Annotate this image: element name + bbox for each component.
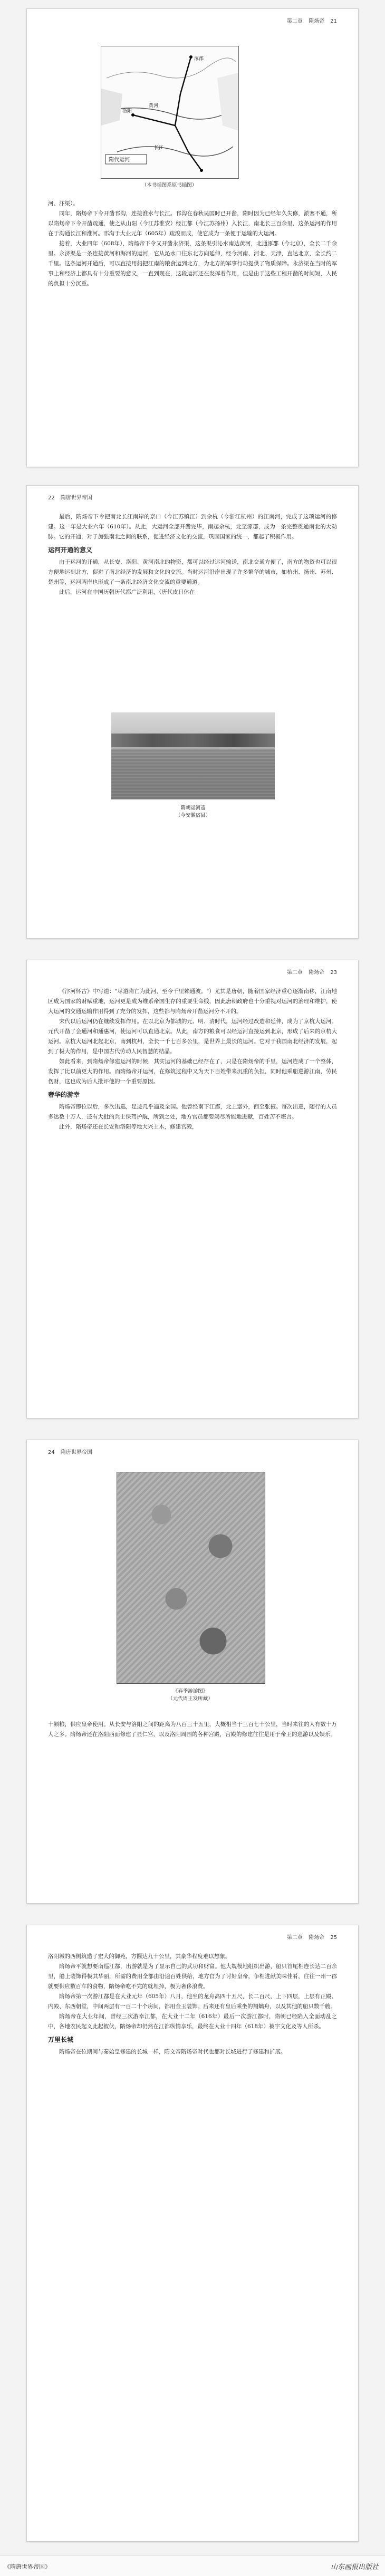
- header-chapter: 第二章: [286, 1935, 303, 1941]
- section-heading: 奢华的游幸: [48, 1091, 80, 1098]
- book-page-22: [26, 485, 359, 939]
- paragraph: 隋炀帝在大业年间，曾经三次游幸江都，在大业十二年（616年）最后一次游江都时，隋朝已经陷入全面动乱之中，各地农民起义此起彼伏，隋炀帝却仍然在江都纵情享乐，最终在大业十四年（618年）被宇文化及等人所杀。: [48, 2013, 337, 2030]
- section-heading: 万里长城: [48, 2036, 74, 2043]
- page-text: [48, 512, 337, 597]
- page-header: [48, 1933, 337, 1941]
- page-text: [48, 199, 337, 289]
- page-header: [48, 968, 337, 976]
- photo-caption-title: 隋朝运河遗: [180, 805, 206, 811]
- paragraph: 河、汴渠）。: [48, 200, 79, 207]
- page-header: [48, 1448, 337, 1455]
- spring-outing-painting: [117, 1472, 265, 1684]
- page-text: [48, 1952, 337, 2057]
- header-title: 隋唐世界帝国: [60, 495, 92, 501]
- paragraph: 最后，隋炀帝下令把南北长江南岸的京口（今江苏镇江）到余杭（今浙江杭州）的江南河，完成了这项运河的修建。这一年是大业六年（610年）。从此，大运河全部开凿完毕，南起余杭，北至涿郡，成为一条完整贯通南北的大动脉。它的开通，对于加强南北之间的联系，促进经济文化的交流，巩固国家的统一，都起了积极作用。: [48, 514, 337, 540]
- page-text: [48, 1720, 337, 1740]
- paragraph: 十顿粮，供应皇帝使用。从长安与洛阳之间的距离为八百三十五里，大概相当于三百七十公里，当时来往的人有数十万人之多。隋炀帝还在洛阳西面修建了显仁宫，以及洛阳周围的各种宫殿，宫殿的修建往往是用于帝王的巡游以及娱乐。: [48, 1721, 337, 1738]
- painting-caption-title: 《春季游游图》: [172, 1689, 208, 1694]
- paragraph: 此后，运河在中国历朝历代都广泛利用，（唐代皮日休在: [59, 589, 195, 595]
- photo-caption-sub: （今安徽宿县）: [175, 813, 211, 818]
- paragraph: 接着，大业四年（608年），隋炀帝下令又开凿永济渠，这条渠引沁水南达黄河，北通涿郡（今北京），全长二千余里。永济渠是一条连接黄河和海河的运河，它从沁水口往东北方向延伸，经今河南、河北、天津，直达北京，全长约二千里。这条运河开通后，可以直接用船把江南的粮食运到北方，为北方的军事行动提供了物质保障。永济渠在当时的军事上和经济上都具有十分重要的意义，一直到现在，这段运河还在发挥着作用，但是由于这些工程开凿的时间短，人民的负担十分沉重。: [48, 240, 337, 287]
- book-page-25: [26, 1925, 359, 2542]
- map-label-changjiang: 长江: [154, 146, 164, 151]
- paragraph: 如此看来，到隋炀帝修建运河的时候，其实运河的基础已经存在了，只是在隋炀帝的手里，运河连成了一个整体，发挥了比以前更大的作用。而隋炀帝开运河，在修筑过程中又为天下百姓带来沉重的负担，同时他乘船巡游江南，劳民伤财，这也成为后人批评他的一个重要原因。: [48, 1058, 337, 1085]
- paragraph: 同年，隋炀帝下令开凿邗沟，连接淮水与长江。邗沟在春秋吴国时已开凿，隋时因为已经年久失修，淤塞不通，所以隋炀帝下令开凿疏通，使之从山阳（今江苏淮安）经江都（今江苏扬州）入长江，南北长三百余里，这条运河的作用在于沟通长江和淮河。邗沟于大业元年（605年）疏浚而成，使它成为一条便于运输的大运河。: [48, 210, 337, 237]
- painting-caption: [117, 1688, 264, 1703]
- paragraph: 此外，隋炀帝还在长安和洛阳等地大兴土木，修建宫殿，: [59, 1124, 198, 1130]
- header-title: 隋炀帝: [309, 18, 325, 24]
- paragraph: 由于运河的开通，从长安、洛阳、黄河南北的物资，都可以经过运河输送，南北交通方便了，南方的物资也可以很方便地运到北方，促进了南北经济的发展和文化的交流。当时运河沿岸出现了许多繁华的城市，如杭州、扬州、苏州、楚州等，运河两岸也形成了一条南北经济文化交流的重要通道。: [48, 559, 337, 585]
- book-page-21: [26, 8, 359, 467]
- header-title: 隋炀帝: [309, 1935, 325, 1941]
- header-title: 隋炀帝: [309, 970, 325, 976]
- paragraph: 洛阳城的西侧筑造了宏大的御苑，方圆达九十公里，其豪华程度难以想象。: [48, 1953, 231, 1960]
- paragraph: 隋炀帝平就想要南巡江都，出游就是为了显示自己的武功和财富。他大规模地组织出游，船只首尾相连长达二百余里，船上装饰得极其华丽，所需的费用全部由沿途百姓供给，地方官为了讨好皇帝，争相进献美味佳肴，往往一州一郡就要供应数百车的食物，隋炀帝吃不完的就埋掉，极为奢侈浪费。: [48, 1963, 337, 1990]
- header-page-number: 22: [48, 495, 55, 501]
- paragraph: 宋代以后运河仍在继续发挥作用。在以北京为都城的元、明、清时代，运河经过改造和延伸，成为了京杭大运河。元代开凿了会通河和通惠河，使运河可以直通北京。从此，南方的粮食可以经运河直接运到北京，形成了后来的京杭大运河。京杭大运河北起北京，南到杭州，全长一千七百多公里，是世界上最长的运河。它对于我国南北经济的发展，起到了极大的作用，是中国古代劳动人民智慧的结晶。: [48, 1018, 337, 1055]
- page-text: [48, 987, 337, 1132]
- header-page-number: 23: [330, 970, 337, 976]
- canal-map-graphic: [101, 46, 238, 178]
- map-label-huanghe: 黄河: [149, 103, 159, 109]
- publisher-logo: 山东画报出版社: [330, 2563, 379, 2571]
- header-chapter: 第二章: [286, 18, 303, 24]
- paragraph: 隋炀帝即位以后，多次出巡，足迹几乎遍及全国。他曾经南下江都，北上塞外，西至张掖。每次出巡，随行的人员多达数十万人，还有大批的兵士保驾护航，所到之处，地方官员都要竭尽所能地进献，百姓苦不堪言。: [48, 1104, 337, 1120]
- page-header: [48, 493, 337, 501]
- header-page-number: 25: [330, 1935, 337, 1941]
- section-heading: 运河开通的意义: [48, 546, 93, 554]
- map-legend-label: 隋代运河: [109, 157, 130, 163]
- map-label-zhuojun: 涿郡: [194, 56, 204, 62]
- header-title: 隋唐世界帝国: [60, 1450, 92, 1455]
- paragraph: 隋炀帝第一次游江都是在大业元年（605年）八月，他坐的龙舟高四十五尺，长二百尺，上下四层，上层有正殿、内殿、东西朝堂，中间两层有一百二十个房间，都用金玉装饰。后来还有皇后乘坐的翔螭舟，以及其他的船只数千艘。: [48, 1993, 337, 2010]
- header-chapter: 第二章: [286, 970, 303, 976]
- viewer-footer: [0, 2555, 385, 2576]
- map-caption: （本书插图系原书插图）: [141, 182, 197, 188]
- canal-map: [101, 46, 239, 179]
- painting-caption-sub: （元代周王发所藏）: [168, 1696, 213, 1702]
- paragraph: 《汴河怀古》中写道："尽道隋亡为此河，至今千里赖通波。"）尤其是唐朝，随着国家经济重心逐渐南移，江南地区成为国家的财赋重地，运河更是成为维系帝国生存的重要生命线，因此唐朝政府也十分重视对运河的治理和维护，使大运河的交通运输作用得到了充分的发挥，这些都与隋炀帝开凿运河分不开的。: [48, 988, 337, 1015]
- map-label-luoyang: 洛阳: [122, 109, 132, 114]
- page-header: [48, 16, 337, 24]
- photo-caption: [111, 805, 275, 819]
- footer-book-title[interactable]: 《隋唐世界帝国》: [4, 2563, 51, 2570]
- header-page-number: 24: [48, 1450, 55, 1455]
- book-page-24: [26, 1440, 359, 1904]
- header-page-number: 21: [330, 18, 337, 24]
- book-page-23: [26, 960, 359, 1419]
- paragraph: 隋炀帝在位期间与秦始皇修建的长城一样，隋文帝隋炀帝时代也都对长城进行了修建和扩展。: [59, 2049, 286, 2055]
- canal-ruins-photo: [111, 712, 275, 799]
